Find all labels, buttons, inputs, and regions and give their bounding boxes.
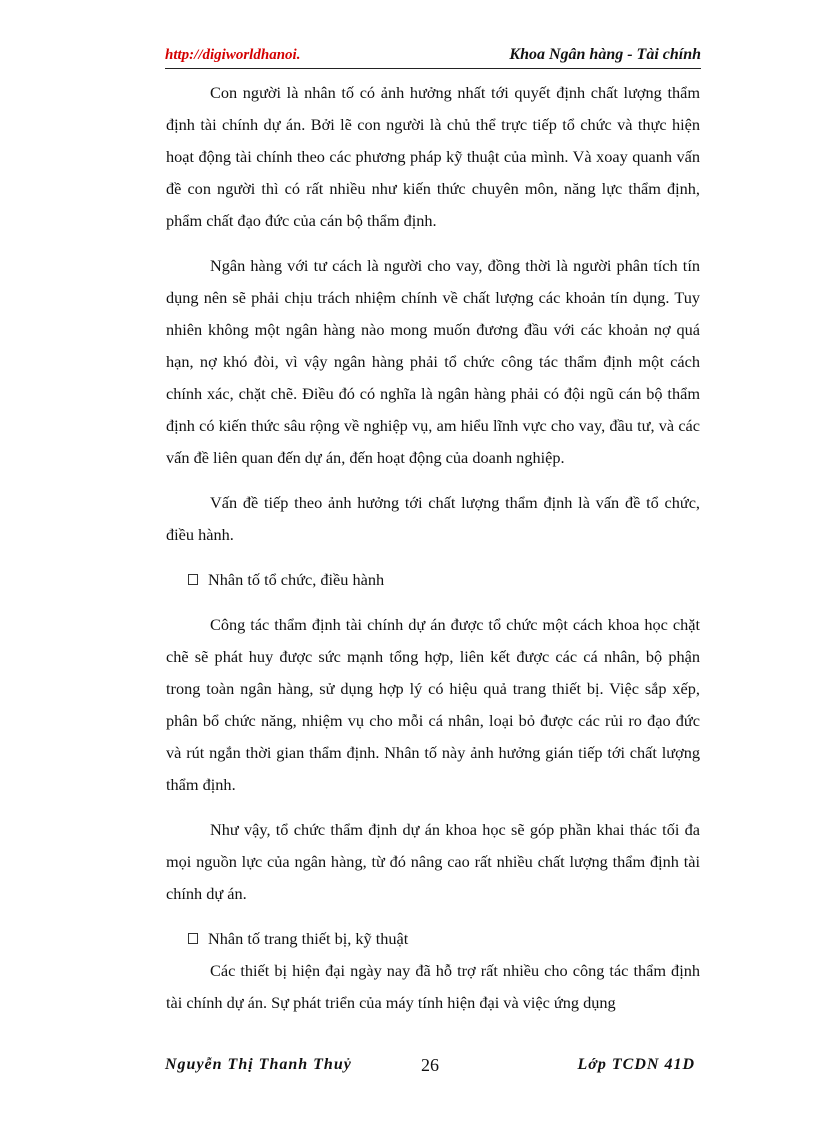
paragraph-equipment-detail: Các thiết bị hiện đại ngày nay đã hỗ trợ rất nhiều cho công tác thẩm định tài chính dự án. Sự phát triển của máy tính hiện đại và việc ứng dụng xyxy=(166,961,700,1012)
page-footer xyxy=(165,1056,695,1080)
bullet-label: Nhân tố tổ chức, điều hành xyxy=(208,570,385,589)
header-department: Khoa Ngân hàng - Tài chính xyxy=(509,46,701,63)
bullet-equipment xyxy=(166,923,700,955)
page-body xyxy=(166,77,700,1019)
paragraph-organization-detail: Công tác thẩm định tài chính dự án được tổ chức một cách khoa học chặt chẽ sẽ phát huy được sức mạnh tổng hợp, liên kết được các cá nhân, bộ phận trong toàn ngân hàng, sử dụng hợp lý có hiệu quả trang thiết bị. Việc sắp xếp, phân bổ chức năng, nhiệm vụ cho mỗi cá nhân, loại bỏ được các rủi ro đạo đức và rút ngắn thời gian thẩm định. Nhân tố này ảnh hưởng gián tiếp tới chất lượng thẩm định. xyxy=(166,615,700,794)
checkbox-bullet-icon xyxy=(188,933,198,944)
header-link[interactable]: http://digiworldhanoi. xyxy=(165,47,301,63)
bullet-organization xyxy=(166,564,700,596)
footer-author: Nguyễn Thị Thanh Thuỷ xyxy=(165,1056,352,1073)
paragraph-next-issue: Vấn đề tiếp theo ảnh hưởng tới chất lượng thẩm định là vấn đề tổ chức, điều hành. xyxy=(166,493,700,544)
footer-class: Lớp TCDN 41D xyxy=(577,1056,695,1073)
page-number: 26 xyxy=(421,1055,439,1075)
bullet-label: Nhân tố trang thiết bị, kỹ thuật xyxy=(208,929,409,948)
checkbox-bullet-icon xyxy=(188,574,198,585)
paragraph-conclusion: Như vậy, tổ chức thẩm định dự án khoa học sẽ góp phần khai thác tối đa mọi nguồn lực của ngân hàng, từ đó nâng cao rất nhiều chất lượng thẩm định tài chính dự án. xyxy=(166,820,700,903)
paragraph-bank-role: Ngân hàng với tư cách là người cho vay, đồng thời là người phân tích tín dụng nên sẽ phải chịu trách nhiệm chính về chất lượng các khoản tín dụng. Tuy nhiên không một ngân hàng nào mong muốn đương đầu với các khoản nợ quá hạn, nợ khó đòi, vì vậy ngân hàng phải tổ chức công tác thẩm định một cách chính xác, chặt chẽ. Điều đó có nghĩa là ngân hàng phải có đội ngũ cán bộ thẩm định có kiến thức sâu rộng về nghiệp vụ, am hiểu lĩnh vực cho vay, đầu tư, và các vấn đề liên quan đến dự án, đến hoạt động của doanh nghiệp. xyxy=(166,256,700,467)
paragraph-people-factor: Con người là nhân tố có ảnh hưởng nhất tới quyết định chất lượng thẩm định tài chính dự án. Bởi lẽ con người là chủ thể trực tiếp tổ chức và thực hiện hoạt động tài chính theo các phương pháp kỹ thuật của mình. Và xoay quanh vấn đề con người thì có rất nhiều như kiến thức chuyên môn, năng lực thẩm định, phẩm chất đạo đức của cán bộ thẩm định. xyxy=(166,83,700,230)
page-header xyxy=(165,44,701,69)
